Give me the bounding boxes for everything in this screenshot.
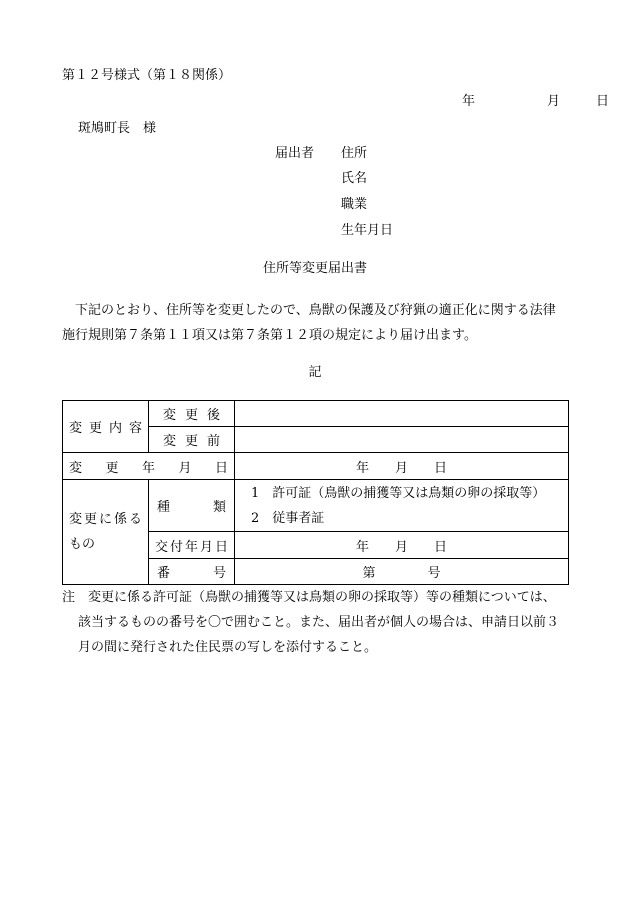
type-option-permit[interactable]: 1 許可証（鳥獣の捕獲等又は鳥類の卵の採取等） <box>251 485 546 501</box>
issue-date-label: 交付年月日 <box>149 532 235 559</box>
ki-heading: 記 <box>308 365 322 380</box>
body-line: 下記のとおり、住所等を変更したので、鳥獣の保護及び狩猟の適正化に関する法律 <box>62 303 556 318</box>
form-number: 第１２号様式（第１８関係） <box>62 68 232 83</box>
applicant-name-label: 氏名 <box>341 171 368 186</box>
before-value-field[interactable] <box>235 427 569 453</box>
applicant-address-label: 住所 <box>341 146 368 161</box>
before-label: 変更前 <box>149 427 235 453</box>
change-date-label: 変更年月日 <box>63 453 235 480</box>
date-day: 日 <box>596 94 610 109</box>
date-month: 月 <box>547 94 561 109</box>
date-year: 年 <box>462 94 476 109</box>
change-form-table <box>62 400 569 585</box>
related-item-label <box>63 480 149 585</box>
type-options <box>235 480 569 532</box>
type-label: 種類 <box>149 480 235 532</box>
document-title: 住所等変更届出書 <box>262 261 367 276</box>
after-label: 変更後 <box>149 401 235 427</box>
note-line: 該当するものの番号を〇で囲むこと。また、届出者が個人の場合は、申請日以前３ <box>78 615 560 630</box>
applicant-label: 届出者 <box>275 146 315 161</box>
after-value-field[interactable] <box>235 401 569 427</box>
change-date-value[interactable]: 年 月 日 <box>235 453 569 480</box>
change-content-label: 変更内容 <box>63 401 149 453</box>
submission-date <box>462 93 609 111</box>
note-text <box>62 585 572 660</box>
number-value[interactable]: 第 号 <box>235 559 569 585</box>
body-text <box>62 298 572 348</box>
applicant-occupation-label: 職業 <box>341 197 368 212</box>
related-label-line1: 変更に係る <box>69 512 142 527</box>
related-label-line2: もの <box>69 537 96 552</box>
body-line: 施行規則第７条第１１項又は第７条第１２項の規定により届け出ます。 <box>62 328 477 343</box>
number-label: 番号 <box>149 559 235 585</box>
addressee: 斑鳩町長 様 <box>78 121 157 136</box>
type-option-worker-cert[interactable]: 2 従事者証 <box>251 510 325 526</box>
issue-date-value[interactable]: 年 月 日 <box>235 532 569 559</box>
note-line: 注 変更に係る許可証（鳥獣の捕獲等又は鳥類の卵の採取等）等の種類については、 <box>62 590 556 605</box>
note-line: 月の間に発行された住民票の写しを添付すること。 <box>78 640 378 655</box>
applicant-birthdate-label: 生年月日 <box>341 223 394 238</box>
